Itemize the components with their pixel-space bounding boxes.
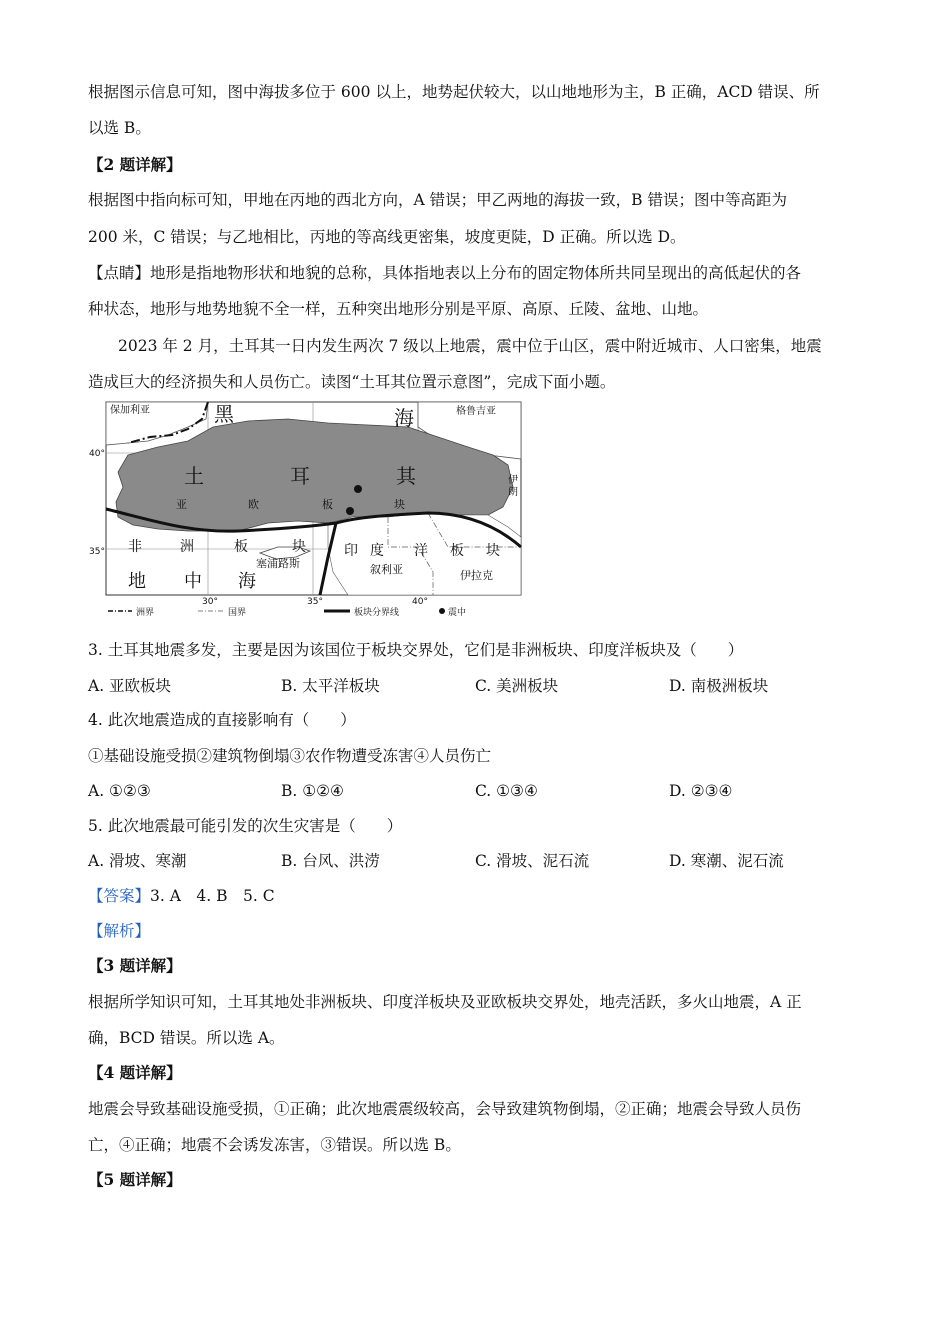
paragraph-line: 根据所学知识可知，土耳其地处非洲板块、印度洋板块及亚欧板块交界处，地壳活跃，多火山地震，A 正 [88, 993, 802, 1011]
option-b: B. ①②④ [281, 782, 344, 800]
epicenter-marker [354, 485, 362, 493]
map-label: 板 [322, 498, 333, 511]
map-label: 海 [394, 406, 414, 430]
map-label-georgia: 格鲁吉亚 [456, 406, 496, 417]
paragraph-line: 根据图中指向标可知，甲地在丙地的西北方向，A 错误；甲乙两地的海拔一致，B 错误；图中等高距为 [88, 191, 787, 209]
map-label: 黑 [214, 402, 234, 426]
map-label: 非 [128, 539, 142, 555]
tip-line: 【点睛】地形是指地物形状和地貌的总称，具体指地表以上分布的固定物体所共同呈现出的高低起伏的各 [88, 264, 802, 282]
option-c: C. 美洲板块 [475, 677, 559, 695]
map-label: 耳 [290, 464, 310, 488]
lon-label: 40° [412, 597, 428, 607]
section-heading: 【3 题详解】 [88, 956, 182, 975]
lat-label: 40° [89, 449, 105, 459]
legend-continent: 洲界 [136, 608, 155, 618]
option-c: C. ①③④ [475, 782, 538, 800]
question-stem: 4. 此次地震造成的直接影响有（ ） [88, 711, 356, 729]
map-label: 其 [396, 464, 416, 488]
map-label: 块 [394, 498, 405, 511]
map-label: 朗 [508, 487, 518, 498]
option-b: B. 台风、洪涝 [281, 852, 380, 870]
map-label-cyprus: 塞浦路斯 [256, 557, 300, 570]
map-label-syria: 叙利亚 [370, 563, 403, 576]
question-stem: 5. 此次地震最可能引发的次生灾害是（ ） [88, 817, 403, 835]
section-heading: 【2 题详解】 [88, 155, 182, 174]
paragraph-line: 确，BCD 错误。所以选 A。 [88, 1029, 285, 1047]
map-label: 块 [292, 539, 306, 555]
tip-line: 种状态，地形与地势地貌不全一样，五种突出地形分别是平原、高原、丘陵、盆地、山地。 [88, 300, 709, 318]
map-label: 海 [238, 571, 256, 592]
legend-border: 国界 [228, 608, 247, 618]
map-label: 印 [344, 543, 358, 559]
intro-line: 造成巨大的经济损失和人员伤亡。读图“土耳其位置示意图”，完成下面小题。 [88, 373, 616, 391]
lat-label: 35° [89, 547, 105, 557]
lon-label: 30° [202, 597, 218, 607]
map-label: 板 [234, 539, 248, 555]
intro-line: 2023 年 2 月，土耳其一日内发生两次 7 级以上地震，震中位于山区，震中附近城市、人口密集，地震 [118, 337, 822, 355]
map-label: 洋 [414, 543, 428, 559]
map-label: 板 [450, 543, 464, 559]
question-stem: 3. 土耳其地震多发，主要是因为该国位于板块交界处，它们是非洲板块、印度洋板块及（ ） [88, 641, 744, 659]
map-label: 土 [184, 464, 204, 488]
answer-text: 3. A 4. B 5. C [150, 887, 275, 905]
answer-label: 【答案】 [88, 887, 151, 905]
turkey-location-map [88, 397, 528, 619]
option-a: A. 亚欧板块 [88, 677, 172, 695]
map-label: 中 [184, 571, 202, 592]
map-label: 块 [486, 543, 500, 559]
paragraph-line: 地震会导致基础设施受损，①正确；此次地震震级较高，会导致建筑物倒塌，②正确；地震会导致人员伤 [88, 1100, 802, 1118]
map-label: 度 [370, 543, 384, 559]
section-heading: 【4 题详解】 [88, 1063, 182, 1082]
legend-epicenter: 震中 [448, 608, 467, 618]
option-d: D. 寒潮、泥石流 [669, 852, 784, 870]
map-label-iraq: 伊拉克 [460, 569, 493, 582]
question-sub: ①基础设施受损②建筑物倒塌③农作物遭受冻害④人员伤亡 [88, 747, 492, 765]
section-heading: 【5 题详解】 [88, 1170, 182, 1189]
map-label: 欧 [248, 498, 259, 511]
option-d: D. 南极洲板块 [669, 677, 769, 695]
map-label: 地 [128, 571, 146, 592]
map-label: 亚 [176, 498, 187, 511]
legend-plate: 板块分界线 [354, 608, 400, 618]
paragraph-line: 200 米，C 错误；与乙地相比，丙地的等高线更密集，坡度更陡，D 正确。所以选 D。 [88, 228, 686, 246]
paragraph-line: 根据图示信息可知，图中海拔多位于 600 以上，地势起伏较大，以山地地形为主，B 正确，ACD 错误、所 [88, 83, 820, 101]
map-label: 洲 [180, 539, 194, 555]
option-d: D. ②③④ [669, 782, 733, 800]
paragraph-line: 亡，④正确；地震不会诱发冻害，③错误。所以选 B。 [88, 1136, 461, 1154]
map-label-bulgaria: 保加利亚 [110, 405, 150, 416]
option-a: A. 滑坡、寒潮 [88, 852, 187, 870]
lon-label: 35° [307, 597, 323, 607]
map-label: 伊 [508, 475, 518, 486]
option-b: B. 太平洋板块 [281, 677, 380, 695]
option-a: A. ①②③ [88, 782, 151, 800]
analysis-label: 【解析】 [88, 922, 151, 940]
paragraph-line: 以选 B。 [88, 119, 151, 137]
option-c: C. 滑坡、泥石流 [475, 852, 590, 870]
epicenter-marker [346, 507, 354, 515]
answer-line [88, 886, 275, 906]
